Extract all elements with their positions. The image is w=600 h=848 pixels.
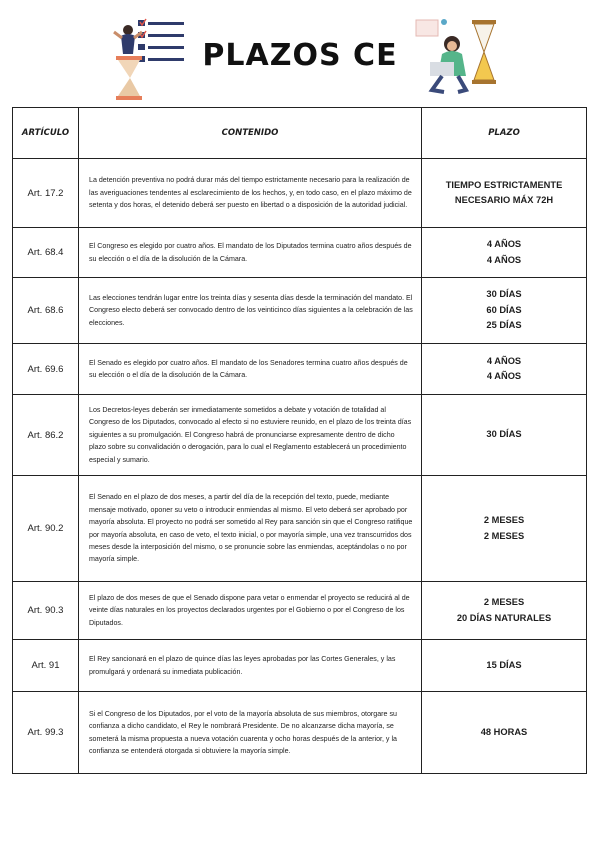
contenido-cell: El Senado en el plazo de dos meses, a partir del día de la recepción del texto, puede, mediante mensaje motivado, oponer su veto o introducir enmiendas al mismo. El veto deberá ser aprobado por mayoría absoluta. El proyecto no podrá ser sometido al Rey para sanción sin que el Congreso ratifique por mayoría absoluta, en caso de veto, el texto inicial, o por mayoría simple, una vez transcurridos dos meses desde la interposición del mismo, o se pronuncie sobre las enmiendas, aceptándolas o no por mayoría simple. bbox=[79, 476, 422, 582]
plazo-line: 48 HORAS bbox=[480, 726, 528, 737]
plazo-line: 30 DÍAS bbox=[486, 429, 522, 440]
table-row bbox=[13, 395, 587, 476]
table-row bbox=[13, 640, 587, 692]
plazo-line: TIEMPO ESTRICTAMENTE bbox=[445, 179, 563, 190]
articulo-cell: Art. 17.2 bbox=[13, 159, 79, 228]
plazo-line: 4 AÑOS bbox=[486, 254, 522, 265]
table-row bbox=[13, 278, 587, 344]
plazo-cell bbox=[422, 159, 587, 228]
table-row bbox=[13, 582, 587, 640]
contenido-cell: Los Decretos-leyes deberán ser inmediatamente sometidos a debate y votación de totalidad al Congreso de los Diputados, convocado al efecto si no estuviere reunido, en el plazo de los treinta días siguientes a su promulgación. El Congreso habrá de pronunciarse expresamente dentro de dicho plazo sobre su convalidación o derogación, para lo cual el Reglamento establecerá un procedimiento especial y sumario. bbox=[79, 395, 422, 476]
table-header-row bbox=[13, 108, 587, 159]
plazo-line: 60 DÍAS bbox=[486, 304, 522, 315]
articulo-cell: Art. 86.2 bbox=[13, 395, 79, 476]
header-plazo: PLAZO bbox=[422, 108, 587, 159]
plazo-line: 25 DÍAS bbox=[486, 320, 522, 331]
plazo-line: 2 MESES bbox=[483, 597, 525, 607]
contenido-cell: El Congreso es elegido por cuatro años. El mandato de los Diputados termina cuatro años después de su elección o el día de la disolución de la Cámara. bbox=[79, 228, 422, 278]
page-header bbox=[0, 0, 600, 105]
plazo-cell bbox=[422, 395, 587, 476]
table-row bbox=[13, 692, 587, 774]
plazos-table bbox=[12, 107, 587, 774]
table-row bbox=[13, 344, 587, 395]
table-row bbox=[13, 159, 587, 228]
articulo-cell: Art. 99.3 bbox=[13, 692, 79, 774]
contenido-cell: La detención preventiva no podrá durar más del tiempo estrictamente necesario para la realización de las averiguaciones tendentes al esclarecimiento de los hechos, y, en todo caso, en el plazo máximo de setenta y dos horas, el detenido deberá ser puesto en libertad o a disposición de la autoridad judicial. bbox=[79, 159, 422, 228]
plazo-line: 4 AÑOS bbox=[486, 371, 522, 381]
articulo-cell: Art. 69.6 bbox=[13, 344, 79, 395]
plazo-cell bbox=[422, 344, 587, 395]
plazo-line: 2 MESES bbox=[483, 515, 525, 525]
contenido-cell: Si el Congreso de los Diputados, por el voto de la mayoría absoluta de sus miembros, otorgare su confianza a dicho candidato, el Rey le nombrará Presidente. De no alcanzarse dicha mayoría, se someterá la misma propuesta a nueva votación cuarenta y ocho horas después de la anterior, y la confianza se entenderá otorgada si obtuviere la mayoría simple. bbox=[79, 692, 422, 774]
articulo-cell: Art. 91 bbox=[13, 640, 79, 692]
articulo-cell: Art. 90.3 bbox=[13, 582, 79, 640]
articulo-cell: Art. 68.6 bbox=[13, 278, 79, 344]
contenido-cell: El Senado es elegido por cuatro años. El mandato de los Senadores termina cuatro años después de su elección o el día de la disolución de la Cámara. bbox=[79, 344, 422, 395]
plazo-line: 4 AÑOS bbox=[486, 239, 522, 249]
plazo-cell bbox=[422, 582, 587, 640]
plazo-line: 4 AÑOS bbox=[486, 355, 522, 366]
checklist-hourglass-illustration bbox=[108, 16, 190, 100]
plazo-line: 15 DÍAS bbox=[486, 659, 522, 670]
contenido-cell: Las elecciones tendrán lugar entre los treinta días y sesenta días desde la terminación del mandato. El Congreso electo deberá ser convocado dentro de los veinticinco días siguientes a la celebración de las elecciones. bbox=[79, 278, 422, 344]
articulo-cell: Art. 90.2 bbox=[13, 476, 79, 582]
contenido-cell: El plazo de dos meses de que el Senado dispone para vetar o enmendar el proyecto se reducirá al de veinte días naturales en los proyectos declarados urgentes por el Gobierno o por el Congreso de los Diputados. bbox=[79, 582, 422, 640]
plazo-line: 30 DÍAS bbox=[486, 289, 522, 300]
plazo-cell bbox=[422, 228, 587, 278]
laptop-hourglass-illustration bbox=[412, 14, 502, 100]
plazo-cell bbox=[422, 640, 587, 692]
plazo-cell bbox=[422, 278, 587, 344]
articulo-cell: Art. 68.4 bbox=[13, 228, 79, 278]
header-articulo: ARTÍCULO bbox=[13, 108, 79, 159]
plazo-cell bbox=[422, 476, 587, 582]
plazo-cell bbox=[422, 692, 587, 774]
table-row bbox=[13, 228, 587, 278]
header-contenido: CONTENIDO bbox=[79, 108, 422, 159]
plazo-line: 20 DÍAS NATURALES bbox=[456, 612, 552, 623]
table-row bbox=[13, 476, 587, 582]
plazo-line: 2 MESES bbox=[483, 530, 525, 541]
page-title: PLAZOS CE bbox=[202, 38, 398, 73]
plazo-line: NECESARIO MÁX 72H bbox=[454, 195, 554, 205]
contenido-cell: El Rey sancionará en el plazo de quince días las leyes aprobadas por las Cortes Generales, y las promulgará y ordenará su inmediata publicación. bbox=[79, 640, 422, 692]
